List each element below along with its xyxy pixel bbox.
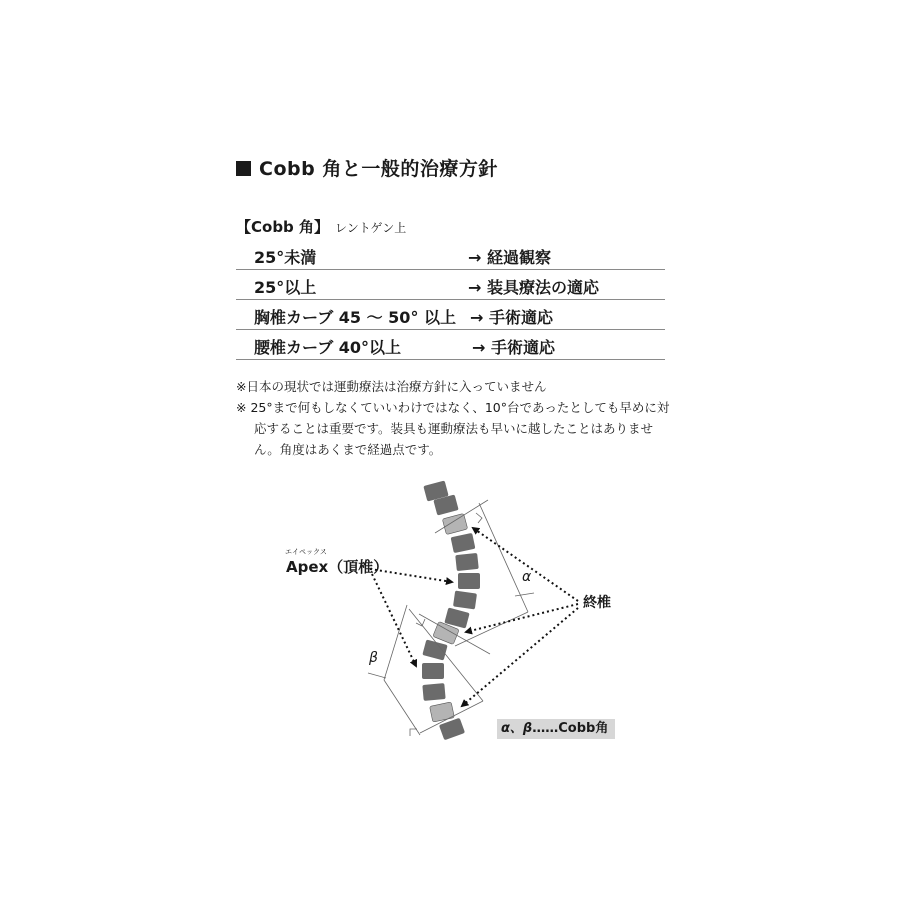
subtitle-main: 【Cobb 角】 [236, 218, 330, 236]
apex-vertebra [458, 573, 480, 589]
end-arrow-upper [473, 528, 578, 601]
vertebra [422, 683, 445, 701]
row-action: → 装具療法の適応 [468, 278, 599, 297]
vertebra [422, 663, 444, 679]
end-arrow-lower [462, 608, 578, 706]
alpha-label: α [522, 569, 532, 585]
vertebra [455, 553, 479, 571]
vertebra [453, 591, 477, 610]
row-condition: 25°未満 [254, 248, 317, 267]
apex-ruby: エイペックス [285, 548, 327, 556]
end-arrow-middle [466, 604, 578, 632]
end-vertebra-bottom [430, 702, 455, 722]
note-1: ※日本の現状では運動療法は治療方針に入っていません [236, 379, 547, 394]
legend-greek: α、β [501, 721, 533, 736]
title-text: Cobb 角と一般的治療方針 [259, 158, 498, 180]
legend-text: ……Cobb角 [532, 721, 609, 736]
apex-arrow-lower [372, 574, 416, 666]
end-vertebra-upper [442, 513, 467, 534]
row-condition: 25°以上 [254, 278, 317, 297]
row-action: → 手術適応 [470, 308, 553, 327]
vertebrae [422, 480, 480, 740]
apex-label: Apex（頂椎） [286, 558, 389, 576]
vertebra [422, 639, 447, 660]
beta-label: β [369, 650, 378, 666]
row-condition: 胸椎カーブ 45 〜 50° 以上 [254, 308, 457, 327]
row-condition: 腰椎カーブ 40°以上 [254, 338, 402, 357]
cobb-legend [497, 719, 615, 739]
subtitle-note: レントゲン上 [335, 221, 407, 235]
end-vertebra-label: 終椎 [583, 595, 611, 611]
row-action: → 手術適応 [472, 338, 555, 357]
note-2: ※ 25°まで何もしなくていいわけではなく、10°台であったとしても早めに対応することは重要です。装具も運動療法も早いに越したことはありません。角度はあくまで経過点です。 [236, 400, 670, 457]
row-action: → 経過観察 [468, 248, 551, 267]
vertebra [451, 533, 476, 553]
